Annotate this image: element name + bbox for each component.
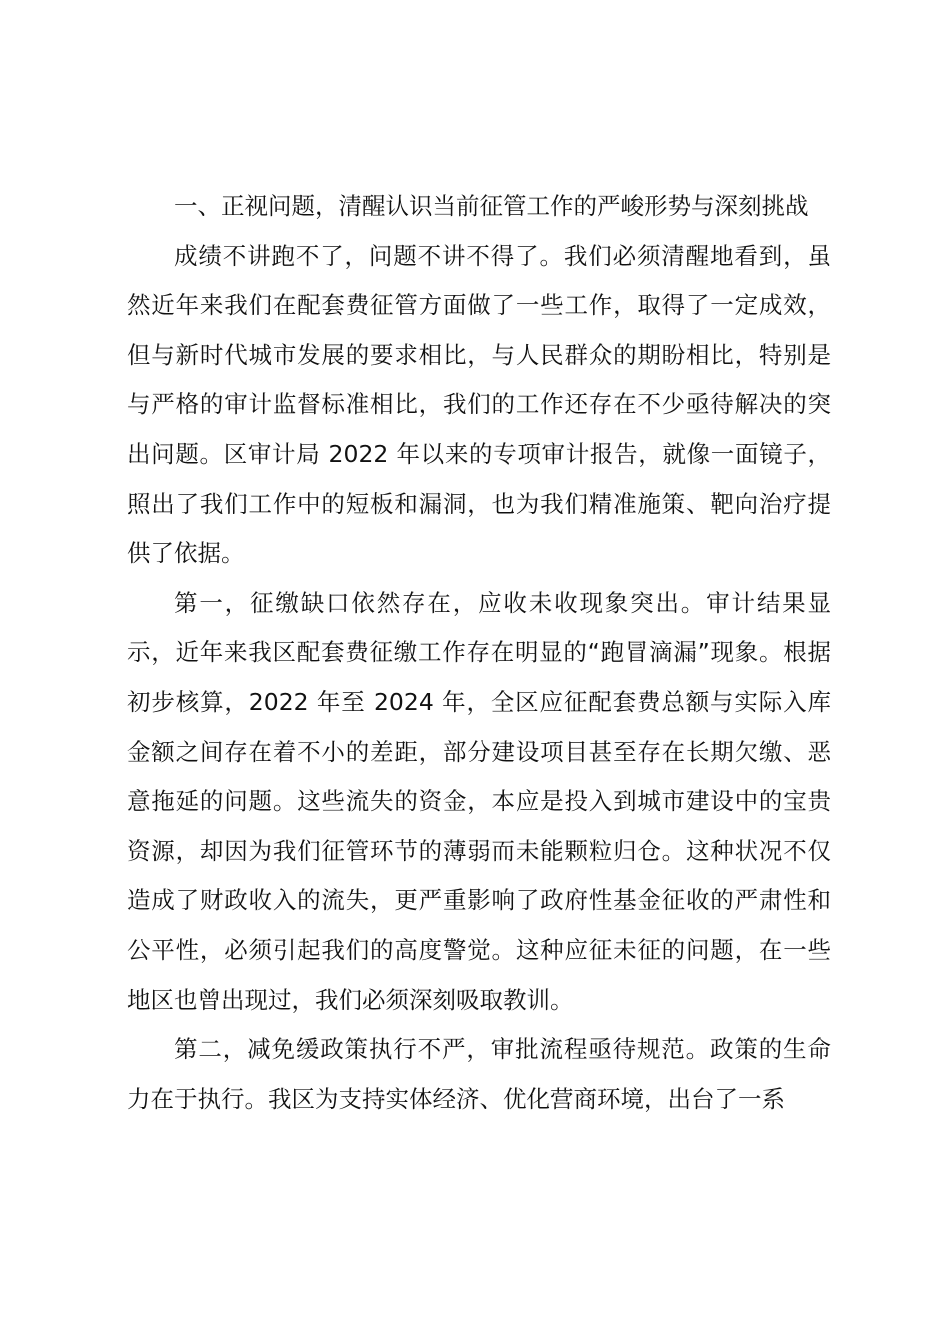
document-body [127, 182, 831, 1124]
paragraph-1: 成绩不讲跑不了，问题不讲不得了。我们必须清醒地看到，虽然近年来我们在配套费征管方面做了一些工作，取得了一定成效，但与新时代城市发展的要求相比，与人民群众的期盼相比，特别是与严格的审计监督标准相比，我们的工作还存在不少亟待解决的突出问题。区审计局 2022 年以来的专项审计报告，就像一面镜子，照出了我们工作中的短板和漏洞，也为我们精准施策、靶向治疗提供了依据。 [127, 241, 831, 568]
paragraph-3: 第二，减免缓政策执行不严，审批流程亟待规范。政策的生命力在于执行。我区为支持实体经济、优化营商环境，出台了一系 [127, 1035, 831, 1113]
paragraph-2: 第一，征缴缺口依然存在，应收未收现象突出。审计结果显示，近年来我区配套费征缴工作存在明显的“跑冒滴漏”现象。根据初步核算，2022 年至 2024 年，全区应征配套费总额与实际入库金额之间存在着不小的差距，部分建设项目甚至存在长期欠缴、恶意拖延的问题。这些流失的资金，本应是投入到城市建设中的宝贵资源，却因为我们征管环节的薄弱而未能颗粒归仓。这种状况不仅造成了财政收入的流失，更严重影响了政府性基金征收的严肃性和公平性，必须引起我们的高度警觉。这种应征未征的问题，在一些地区也曾出现过，我们必须深刻吸取教训。 [127, 588, 831, 1014]
section-heading: 一、正视问题，清醒认识当前征管工作的严峻形势与深刻挑战 [174, 192, 809, 220]
